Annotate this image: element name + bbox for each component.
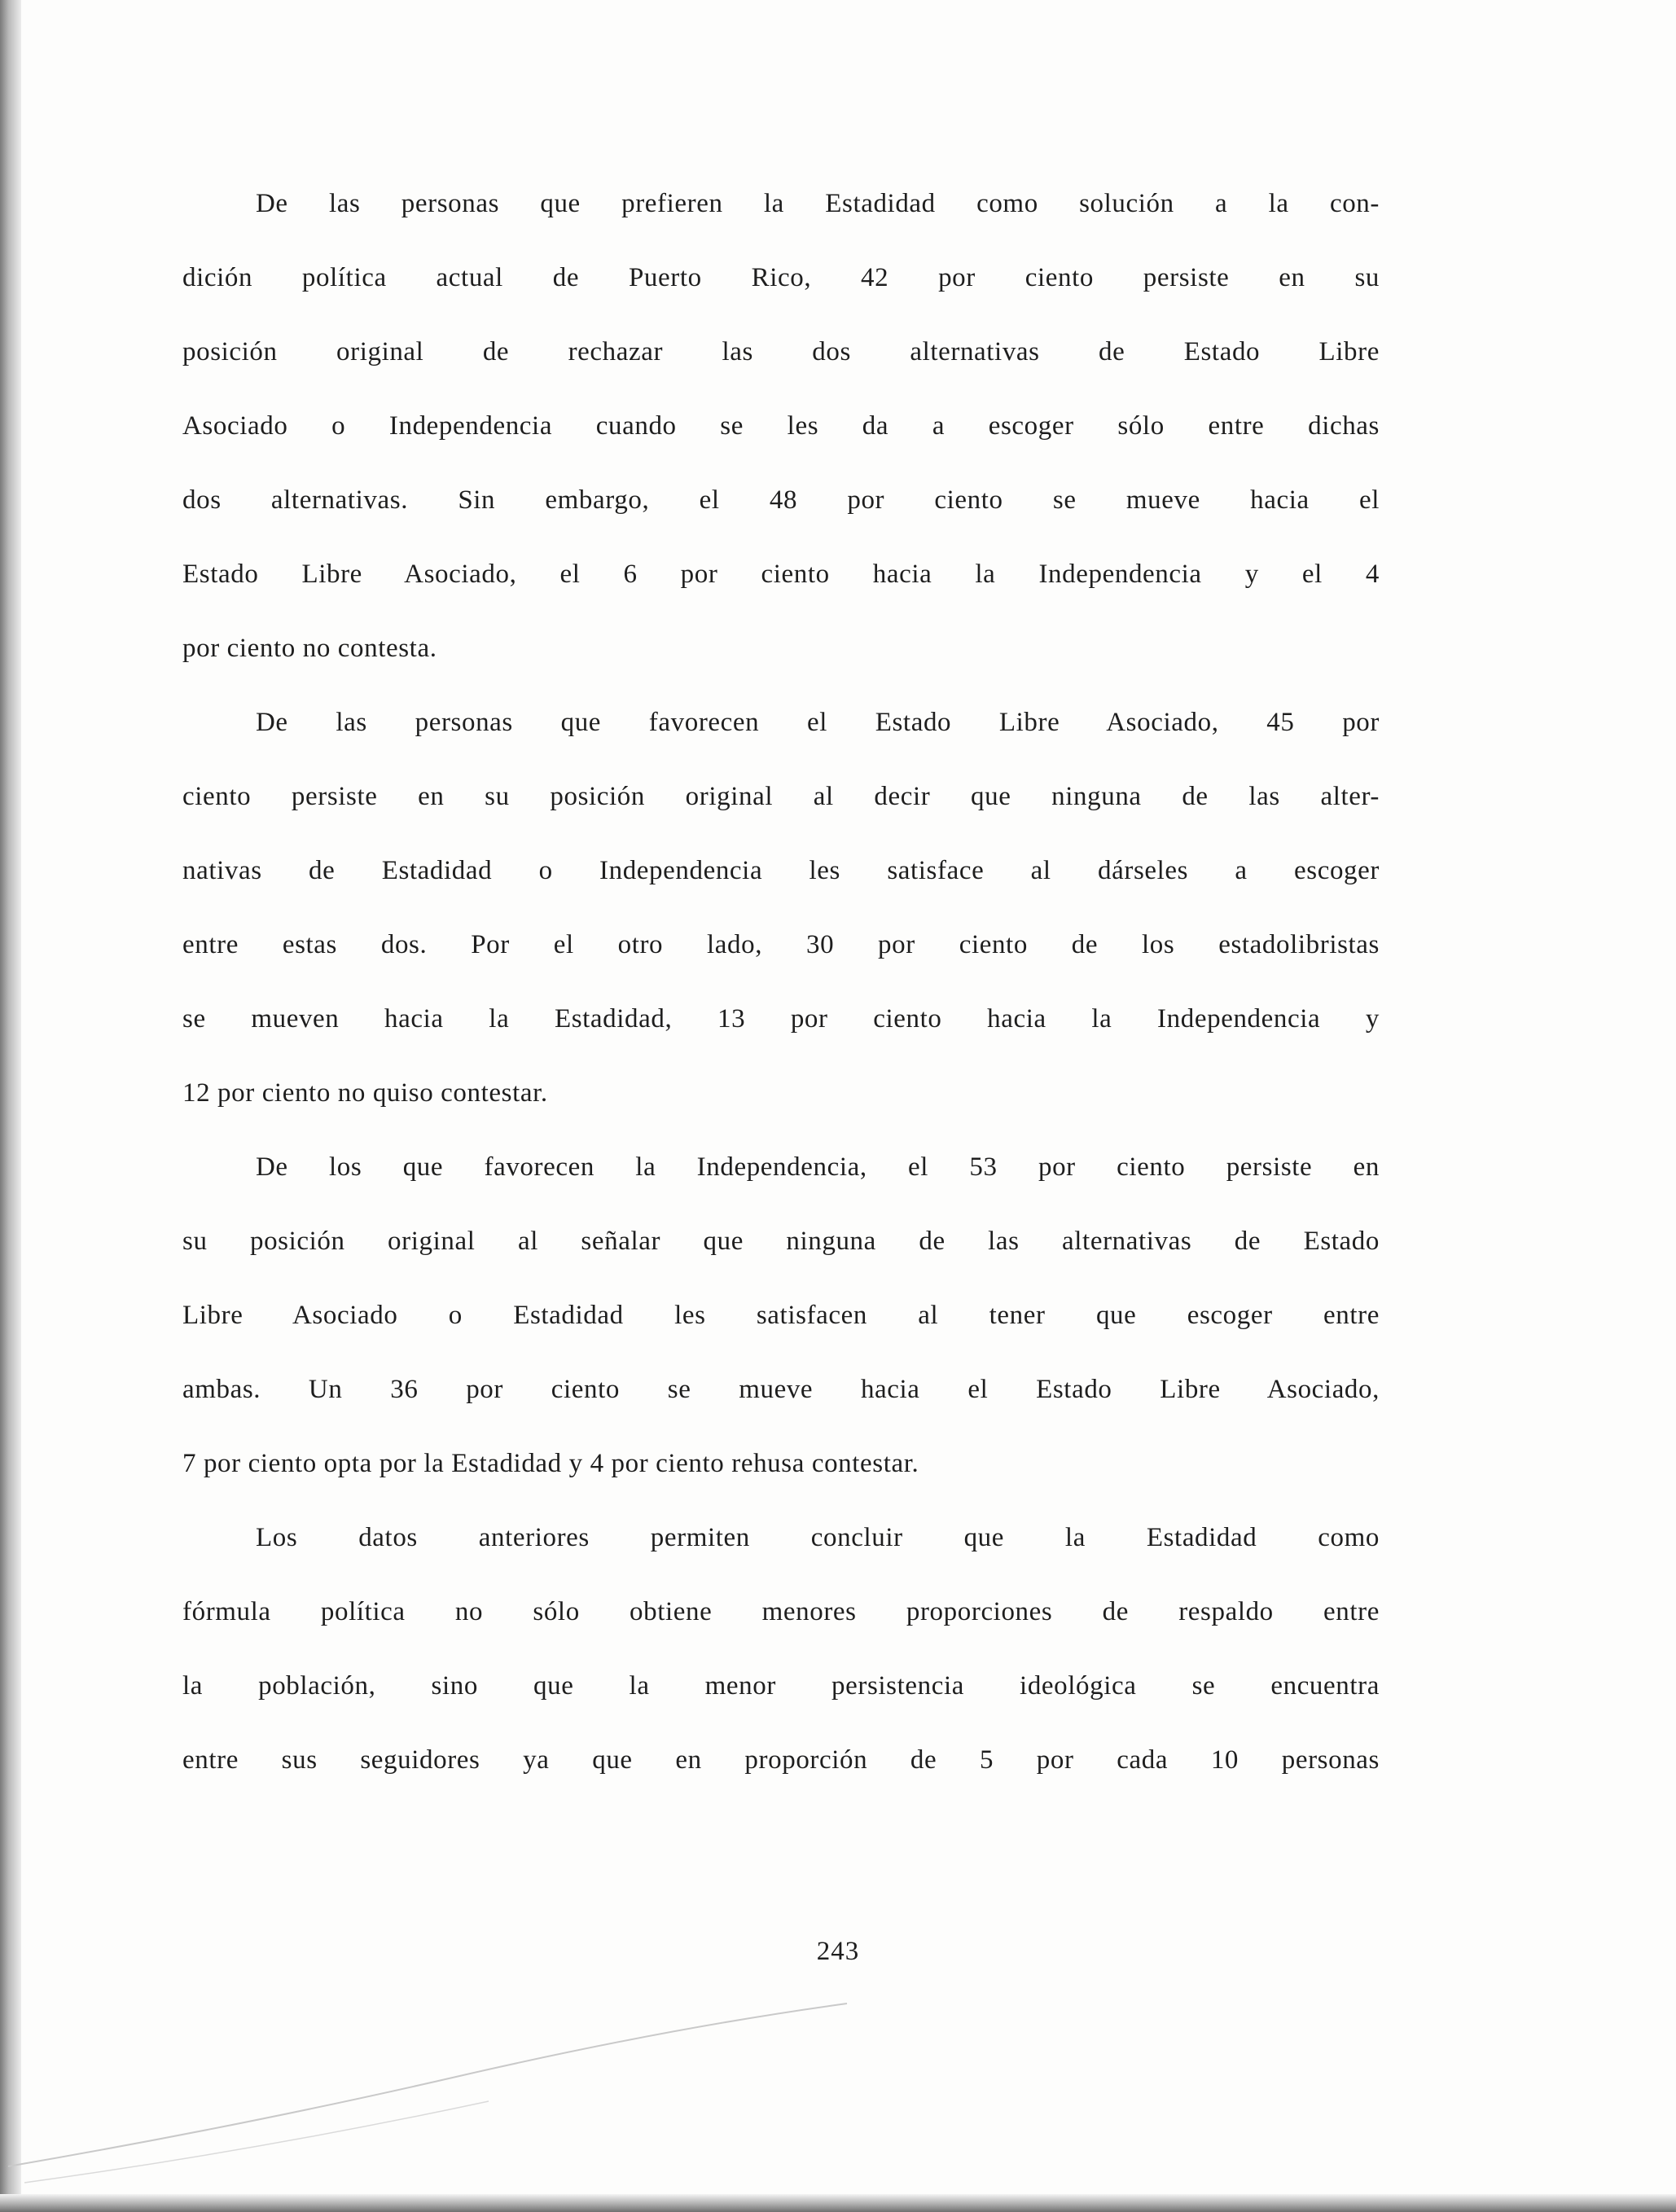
text-line: entre sus seguidores ya que en proporción de 5 por cada 10 personas (182, 1745, 1380, 1775)
text-line: ambas. Un 36 por ciento se mueve hacia el Estado Libre Asociado, (182, 1375, 1380, 1404)
page-number: 243 (816, 1937, 860, 1966)
text-line: Los datos anteriores permiten concluir que la Estadidad como (256, 1523, 1380, 1552)
text-line: De las personas que favorecen el Estado Libre Asociado, 45 por (256, 708, 1380, 737)
text-line: dos alternativas. Sin embargo, el 48 por ciento se mueve hacia el (182, 485, 1380, 515)
body-text (182, 181, 1380, 1811)
text-line: posición original de rechazar las dos alternativas de Estado Libre (182, 337, 1380, 366)
text-line: De los que favorecen la Independencia, el 53 por ciento persiste en (256, 1152, 1380, 1182)
text-line: Asociado o Independencia cuando se les da a escoger sólo entre dichas (182, 411, 1380, 441)
text-line: entre estas dos. Por el otro lado, 30 por ciento de los estadolibristas (182, 930, 1380, 959)
text-line: Estado Libre Asociado, el 6 por ciento hacia la Independencia y el 4 (182, 560, 1380, 589)
text-line: De las personas que prefieren la Estadidad como solución a la con- (256, 189, 1380, 218)
text-line: 12 por ciento no quiso contestar. (182, 1078, 548, 1108)
scan-left-edge (0, 0, 21, 2212)
text-line: su posición original al señalar que ninguna de las alternativas de Estado (182, 1227, 1380, 1256)
text-line: fórmula política no sólo obtiene menores proporciones de respaldo entre (182, 1597, 1380, 1626)
text-line: la población, sino que la menor persistencia ideológica se encuentra (182, 1671, 1380, 1701)
text-line: por ciento no contesta. (182, 634, 437, 663)
pencil-mark (0, 1987, 896, 2199)
text-line: 7 por ciento opta por la Estadidad y 4 por ciento rehusa contestar. (182, 1449, 919, 1478)
text-line: Libre Asociado o Estadidad les satisfacen al tener que escoger entre (182, 1301, 1380, 1330)
text-line: ciento persiste en su posición original al decir que ninguna de las alter- (182, 782, 1380, 811)
text-line: dición política actual de Puerto Rico, 42 por ciento persiste en su (182, 263, 1380, 292)
scan-bottom-edge (0, 2194, 1676, 2212)
text-line: se mueven hacia la Estadidad, 13 por ciento hacia la Independencia y (182, 1004, 1380, 1034)
text-line: nativas de Estadidad o Independencia les satisface al dárseles a escoger (182, 856, 1380, 885)
